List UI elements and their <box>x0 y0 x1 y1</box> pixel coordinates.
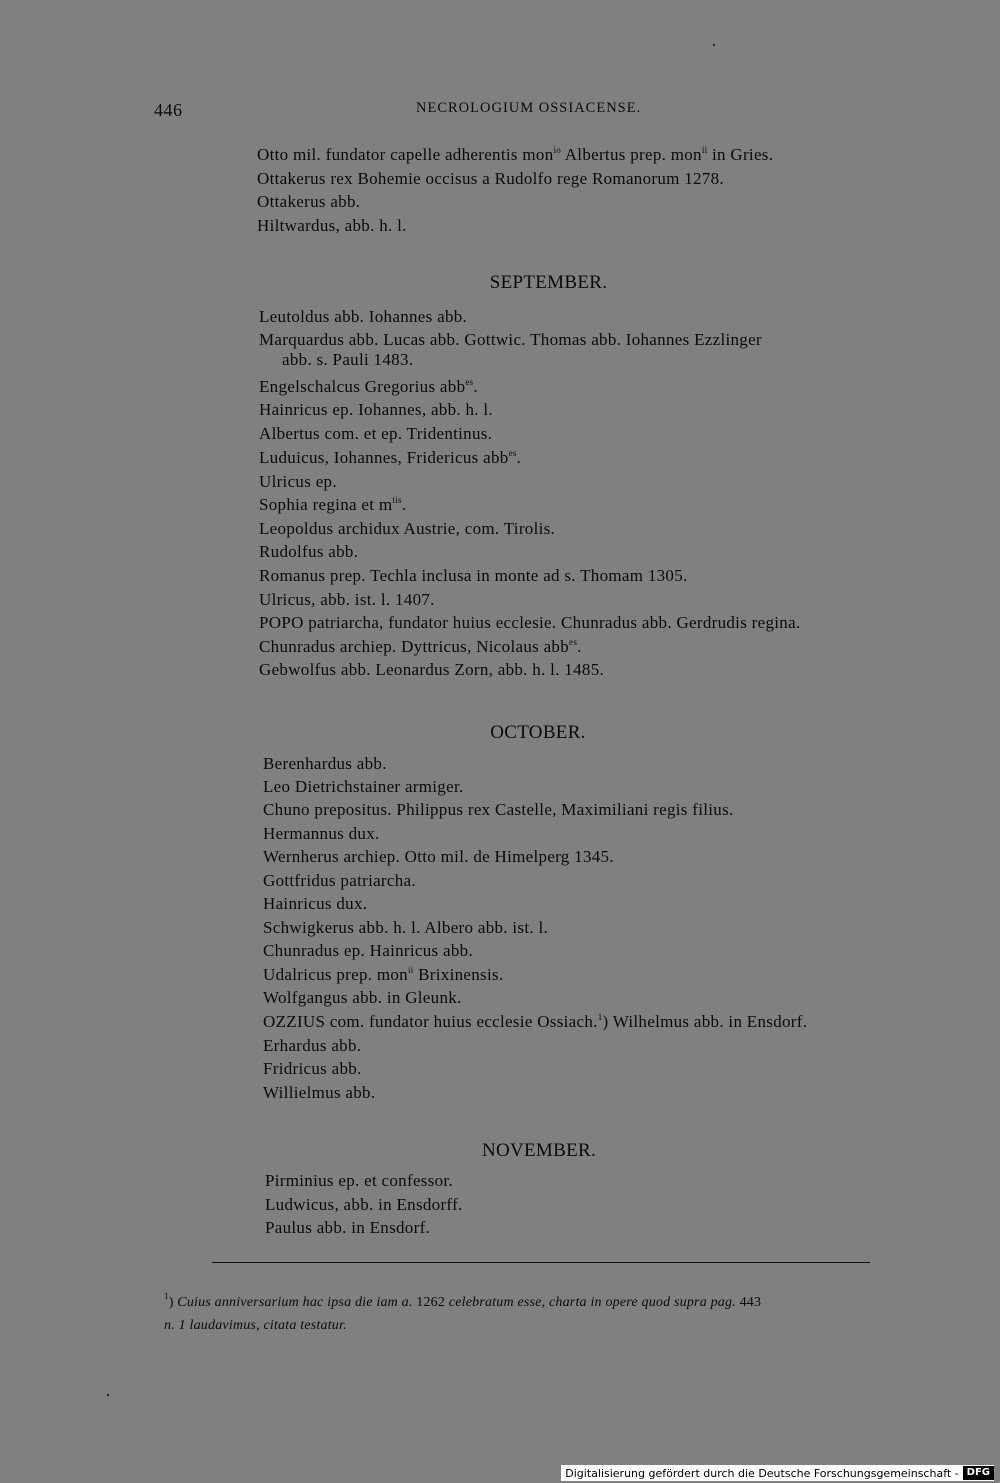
footnote-marker: $^1$) <box>164 1291 174 1310</box>
entry-text-continuation: abb. s. Pauli 1483. <box>282 350 414 369</box>
entry-text: Leutoldus abb. Iohannes abb. <box>259 307 468 326</box>
entry-text: Otto mil. fundator capelle adherentis mon$^{io}$ Albertus prep. mon$^{ii}$ in Gries. <box>257 145 774 164</box>
entry-text: Erhardus abb. <box>263 1036 362 1055</box>
entry-text: Ottakerus rex Bohemie occisus a Rudolfo rege Romanorum 1278. <box>257 169 724 188</box>
running-head: NECROLOGIUM OSSIACENSE. <box>416 100 642 116</box>
footnote-text-3: laudavimus, citata testatur. <box>185 1318 347 1333</box>
footnote-year: 1262 <box>416 1295 446 1310</box>
entry-text: Pirminius ep. et confessor. <box>265 1171 453 1190</box>
entry-text: Romanus prep. Techla inclusa in monte ad s. Thomam 1305. <box>259 566 688 585</box>
entry-text: Leopoldus archidux Austrie, com. Tirolis. <box>259 519 556 538</box>
dfg-logo: DFG <box>963 1466 994 1480</box>
footnote-text-1: Cuius anniversarium hac ipsa die iam a. <box>177 1295 417 1310</box>
footnote-rule <box>212 1262 870 1263</box>
entry-text: Schwigkerus abb. h. l. Albero abb. ist. l. <box>263 918 549 937</box>
entry-text: Leo Dietrichstainer armiger. <box>263 777 464 796</box>
entry-text: Wolfgangus abb. in Gleunk. <box>263 988 462 1007</box>
entry-text: Berenhardus abb. <box>263 754 387 773</box>
entry-text: Hiltwardus, abb. h. l. <box>257 216 407 235</box>
entry-text: Gottfridus patriarcha. <box>263 871 416 890</box>
entry-text: POPO patriarcha, fundator huius ecclesie. Chunradus abb. Gerdrudis regina. <box>259 613 801 632</box>
month-heading-september: SEPTEMBER. <box>489 272 608 293</box>
entry-text: Luduicus, Iohannes, Fridericus abb$^{es}$. <box>259 448 522 467</box>
entry-text: Marquardus abb. Lucas abb. Gottwic. Thomas abb. Iohannes Ezzlinger abb. s. Pauli 1483. <box>259 330 762 369</box>
digitization-footer <box>561 1465 994 1481</box>
footer-text: Digitalisierung gefördert durch die Deutsche Forschungsgemeinschaft - <box>565 1466 959 1480</box>
entry-text: Chunradus ep. Hainricus abb. <box>263 941 473 960</box>
entry-text: Gebwolfus abb. Leonardus Zorn, abb. h. l. 1485. <box>259 660 605 679</box>
entry-text: Wernherus archiep. Otto mil. de Himelperg 1345. <box>263 847 614 866</box>
entry-text: Ottakerus abb. <box>257 192 361 211</box>
scan-speck <box>713 44 715 46</box>
entry-text: Rudolfus abb. <box>259 542 359 561</box>
entry-text: Willielmus abb. <box>263 1083 376 1102</box>
scan-speck <box>107 1394 109 1396</box>
entry-text: Udalricus prep. mon$^{ii}$ Brixinensis. <box>263 965 504 984</box>
footnote-text-2: celebratum esse, charta in opere quod supra pag. <box>445 1295 740 1310</box>
entry-text: Albertus com. et ep. Tridentinus. <box>259 424 493 443</box>
entry-text: Chunradus archiep. Dyttricus, Nicolaus abb$^{es}$. <box>259 637 582 656</box>
page-number: 446 <box>154 100 183 120</box>
entry-text: Hermannus dux. <box>263 824 380 843</box>
entry-text: Sophia regina et $m^{tis}$. <box>259 495 407 514</box>
footnote-page-ref: 443 <box>739 1295 762 1310</box>
entry-text: Engelschalcus Gregorius abb$^{es}$. <box>259 377 479 396</box>
footnote-n-ref: n. 1 <box>164 1318 186 1333</box>
entry-text: Ulricus ep. <box>259 472 337 491</box>
entry-text: Ludwicus, abb. in Ensdorff. <box>265 1195 463 1214</box>
entry-text: Hainricus ep. Iohannes, abb. h. l. <box>259 400 493 419</box>
entry-text: OZZIUS com. fundator huius ecclesie Ossiach.$^1$) Wilhelmus abb. in Ensdorf. <box>263 1012 808 1031</box>
entry-text: Ulricus, abb. ist. l. 1407. <box>259 590 435 609</box>
entry-text: Chuno prepositus. Philippus rex Castelle, Maximiliani regis filius. <box>263 800 734 819</box>
month-heading-october: OCTOBER. <box>490 722 586 743</box>
entry-text: Fridricus abb. <box>263 1059 362 1078</box>
month-heading-november: NOVEMBER. <box>481 1140 597 1161</box>
footnote <box>164 1291 924 1337</box>
entry-text: Paulus abb. in Ensdorf. <box>265 1218 431 1237</box>
entry-text: Hainricus dux. <box>263 894 368 913</box>
